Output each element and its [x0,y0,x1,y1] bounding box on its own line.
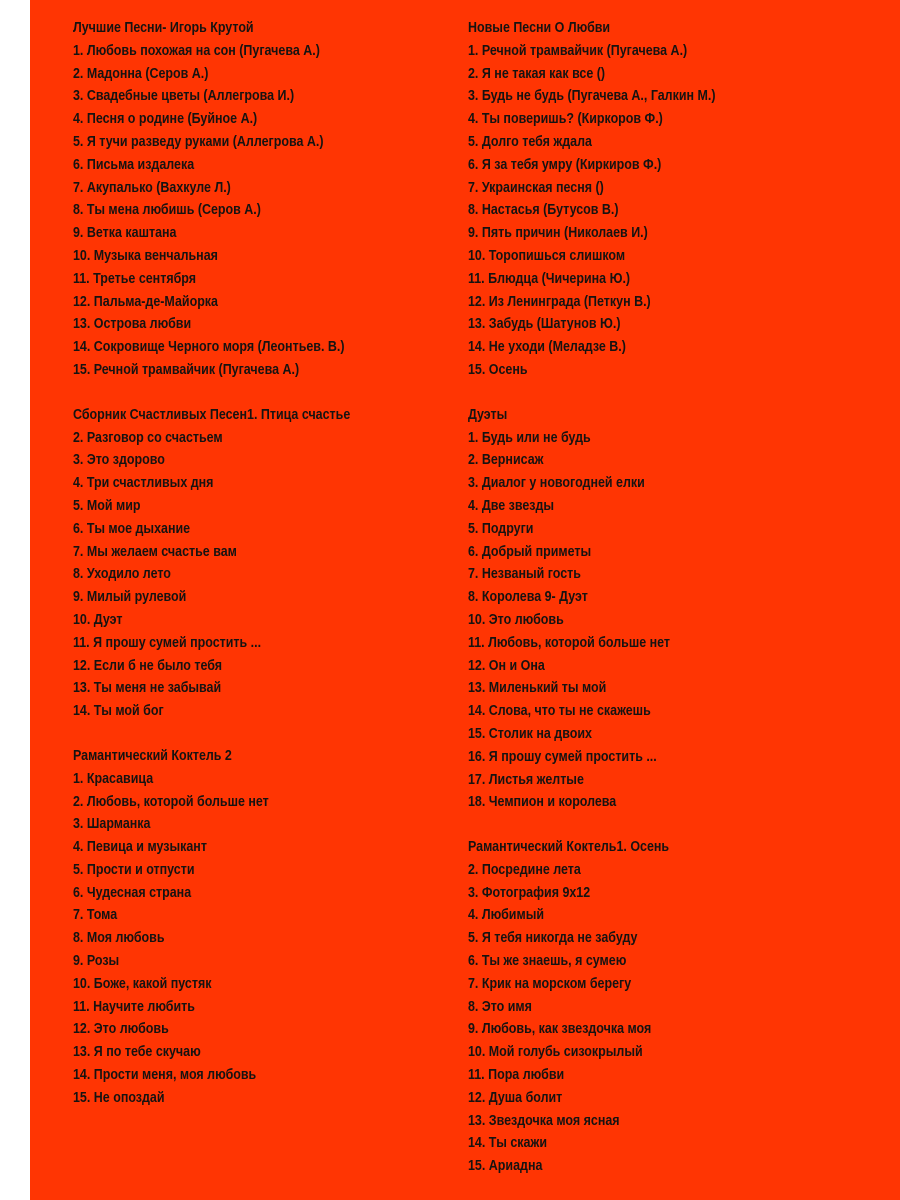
tracklist-sheet [30,0,900,1200]
album-title: Рамантический Коктель 2 [73,747,232,764]
track-item: 2. Вернисаж [468,452,544,469]
track-item: 10. Торопишься слишком [468,247,626,264]
track-item: 10. Музыка венчальная [73,247,218,264]
track-item: 1. Красавица [73,770,154,787]
track-item: 12. Душа болит [468,1089,563,1106]
track-item: 5. Я тебя никогда не забуду [468,930,638,947]
track-item: 10. Дуэт [73,611,123,628]
album-block [73,745,463,1110]
track-item: 14. Ты мой бог [73,703,164,720]
track-item: 12. Пальма-де-Майорка [73,293,218,310]
track-item: 3. Это здорово [73,452,165,469]
track-item: 11. Любовь, которой больше нет [468,634,671,651]
track-item: 8. Это имя [468,998,532,1015]
track-item: 2. Любовь, которой больше нет [73,793,269,810]
track-item: 8. Королева 9- Дуэт [468,589,588,606]
track-item: 11. Научите любить [73,998,195,1015]
track-item: 14. Не уходи (Меладзе В.) [468,339,626,356]
track-item: 12. Он и Она [468,657,545,674]
track-item: 7. Крик на морском берегу [468,975,632,992]
track-item: 2. Я не такая как все () [468,65,606,82]
right-column [468,17,858,1200]
track-item: 17. Листья желтые [468,771,584,788]
track-item: 8. Моя любовь [73,930,165,947]
track-item: 6. Письма издалека [73,156,195,173]
left-column [73,17,463,1132]
track-item: 8. Ты мена любишь (Серов А.) [73,202,261,219]
track-item: 12. Из Ленинграда (Петкун В.) [468,293,651,310]
track-item: 15. Осень [468,361,528,378]
track-item: 2. Посредине лета [468,861,581,878]
album-block [468,17,858,382]
track-item: 2. Разговор со счастьем [73,429,223,446]
track-item: 6. Ты же знаешь, я сумею [468,953,627,970]
track-item: 15. Ариадна [468,1158,543,1175]
track-item: 3. Будь не будь (Пугачева А., Галкин М.) [468,88,716,105]
track-item: 13. Забудь (Шатунов Ю.) [468,316,621,333]
track-item: 14. Слова, что ты не скажешь [468,703,651,720]
track-item: 18. Чемпион и королева [468,794,617,811]
track-item: 14. Сокровище Черного моря (Леонтьев. В.) [73,339,345,356]
track-item: 1. Речной трамвайчик (Пугачева А.) [468,42,688,59]
track-item: 15. Не опоздай [73,1089,165,1106]
track-item: 13. Миленький ты мой [468,680,607,697]
track-item: 9. Любовь, как звездочка моя [468,1021,652,1038]
album-block [73,404,463,723]
track-item: 7. Мы желаем счастье вам [73,543,237,560]
track-item: 8. Настасья (Бутусов В.) [468,202,619,219]
track-item: 6. Ты мое дыхание [73,520,191,537]
track-item: 6. Добрый приметы [468,543,592,560]
track-item: 5. Подруги [468,520,534,537]
album-title: Рамантический Коктель1. Осень [468,839,670,856]
track-item: 4. Песня о родине (Буйное А.) [73,111,258,128]
track-item: 11. Пора любви [468,1067,565,1084]
track-item: 4. Певица и музыкант [73,839,207,856]
track-item: 14. Ты скажи [468,1135,547,1152]
track-item: 7. Акупалько (Вахкуле Л.) [73,179,231,196]
track-item: 11. Третье сентября [73,270,197,287]
album-block [468,404,858,814]
track-item: 3. Фотография 9x12 [468,884,591,901]
track-item: 2. Мадонна (Серов А.) [73,65,209,82]
track-item: 10. Это любовь [468,611,564,628]
track-item: 9. Розы [73,953,120,970]
track-item: 7. Незваный гость [468,566,581,583]
album-title: Новые Песни О Любви [468,20,611,36]
track-item: 3. Шарманка [73,816,151,833]
track-item: 15. Столик на двоих [468,725,592,742]
album-block [73,17,463,382]
track-item: 1. Будь или не будь [468,429,591,446]
track-item: 10. Мой голубь сизокрылый [468,1044,643,1061]
track-item: 7. Украинская песня () [468,179,604,196]
track-item: 7. Тома [73,907,118,924]
track-item: 14. Прости меня, моя любовь [73,1067,257,1084]
track-item: 11. Блюдца (Чичерина Ю.) [468,270,631,287]
track-item: 3. Свадебные цветы (Аллегрова И.) [73,88,295,105]
track-item: 9. Ветка каштана [73,225,177,242]
track-item: 13. Ты меня не забывай [73,680,222,697]
album-title: Дуэты [468,406,508,423]
track-item: 9. Милый рулевой [73,589,187,606]
track-item: 4. Любимый [468,907,545,924]
track-item: 13. Я по тебе скучаю [73,1044,201,1061]
album-title: Лучшие Песни- Игорь Крутой [73,20,254,36]
track-item: 8. Уходило лето [73,566,171,583]
track-item: 10. Боже, какой пустяк [73,975,212,992]
track-item: 12. Это любовь [73,1021,169,1038]
track-item: 1. Любовь похожая на сон (Пугачева А.) [73,42,320,59]
track-item: 13. Звездочка моя ясная [468,1112,620,1129]
track-item: 5. Долго тебя ждала [468,133,592,150]
track-item: 15. Речной трамвайчик (Пугачева А.) [73,361,300,378]
track-item: 4. Ты поверишь? (Киркоров Ф.) [468,111,663,128]
track-item: 5. Я тучи разведу руками (Аллегрова А.) [73,133,324,150]
album-title: Сборник Счастливых Песен1. Птица счастье [73,406,351,423]
track-item: 3. Диалог у новогодней елки [468,475,645,492]
track-item: 4. Три счастливых дня [73,475,214,492]
track-item: 16. Я прошу сумей простить ... [468,748,657,765]
track-item: 12. Если б не было тебя [73,657,223,674]
track-item: 9. Пять причин (Николаев И.) [468,225,648,242]
track-item: 5. Мой мир [73,497,141,514]
album-block [468,836,858,1178]
track-item: 6. Я за тебя умру (Киркиров Ф.) [468,156,662,173]
track-item: 5. Прости и отпусти [73,861,195,878]
track-item: 11. Я прошу сумей простить ... [73,634,262,651]
track-item: 6. Чудесная страна [73,884,192,901]
track-item: 4. Две звезды [468,497,555,514]
track-item: 13. Острова любви [73,316,192,333]
